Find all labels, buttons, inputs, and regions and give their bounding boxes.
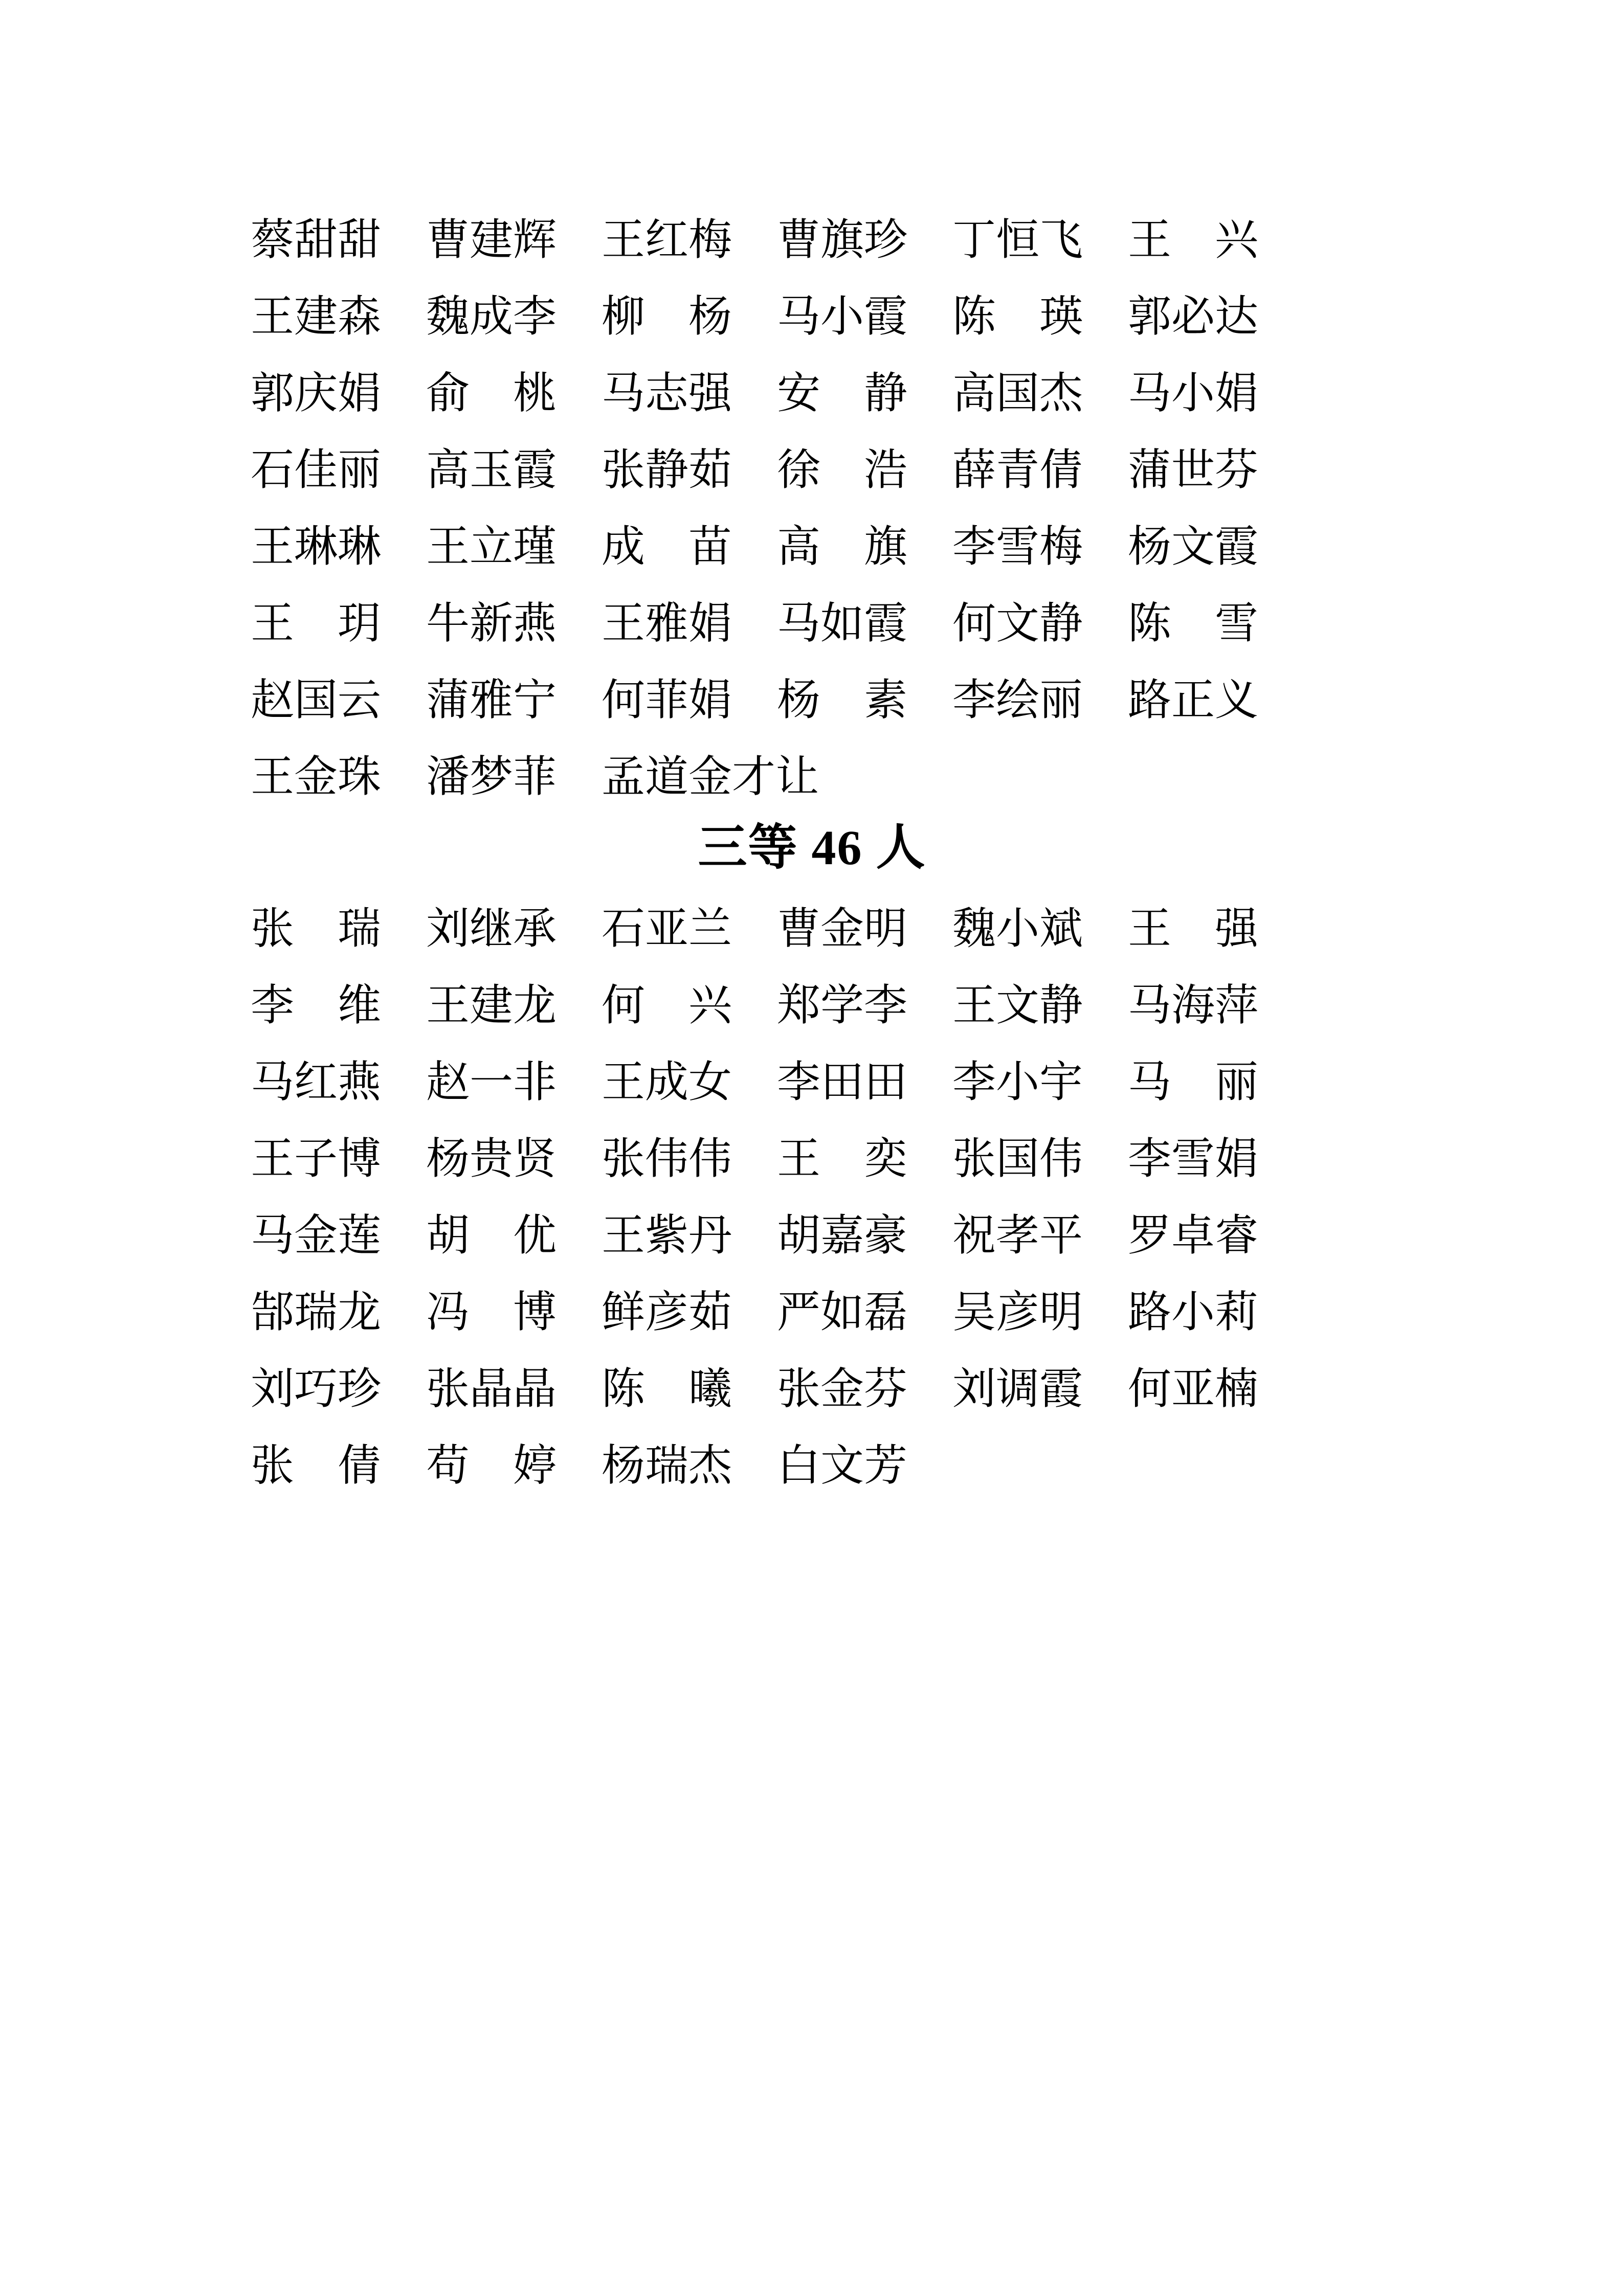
person-name: 马 红 燕 xyxy=(251,1059,382,1107)
person-name: 陈 曦 xyxy=(602,1365,732,1413)
person-name: 何 文 静 xyxy=(952,600,1083,648)
person-name: 高 国 杰 xyxy=(952,370,1083,418)
person-name: 李 田 田 xyxy=(777,1059,908,1107)
person-name: 白 文 芳 xyxy=(777,1442,908,1490)
name-row xyxy=(251,355,1407,432)
person-name: 马 志 强 xyxy=(602,370,732,418)
person-name: 何 菲 娟 xyxy=(602,677,732,725)
person-name: 曹 旗 珍 xyxy=(777,216,908,264)
person-name: 杨 文 霞 xyxy=(1128,523,1259,571)
person-name: 张 伟 伟 xyxy=(602,1135,732,1183)
person-name: 路 小 莉 xyxy=(1128,1289,1259,1337)
person-name: 高 旗 xyxy=(777,523,907,571)
person-name: 郑 学 李 xyxy=(777,982,908,1030)
person-name: 张 静 茹 xyxy=(602,446,732,494)
person-name: 蒲 雅 宁 xyxy=(426,677,557,725)
person-name: 马 小 娟 xyxy=(1128,370,1259,418)
person-name: 孟 道 金 才 让 xyxy=(602,753,819,801)
person-name: 王 子 博 xyxy=(251,1135,382,1183)
name-row xyxy=(251,1121,1407,1198)
person-name: 魏 成 李 xyxy=(426,293,557,341)
person-name: 杨 瑞 杰 xyxy=(602,1442,732,1490)
person-name: 安 静 xyxy=(777,370,907,418)
person-name: 张 晶 晶 xyxy=(426,1365,557,1413)
person-name: 石 亚 兰 xyxy=(602,905,732,953)
person-name: 刘 巧 珍 xyxy=(251,1365,382,1413)
person-name: 陈 雪 xyxy=(1128,600,1258,648)
person-name: 王 红 梅 xyxy=(602,216,732,264)
name-row xyxy=(251,967,1407,1044)
person-name: 王 琳 琳 xyxy=(251,523,382,571)
person-name: 李 小 宇 xyxy=(952,1059,1083,1107)
person-name: 马 金 莲 xyxy=(251,1212,382,1260)
person-name: 柳 杨 xyxy=(602,293,732,341)
name-row xyxy=(251,1198,1407,1274)
person-name: 王 奕 xyxy=(777,1135,907,1183)
name-row xyxy=(251,662,1407,739)
person-name: 王 金 珠 xyxy=(251,753,382,801)
person-name: 胡 优 xyxy=(426,1212,557,1260)
person-name: 马 小 霞 xyxy=(777,293,908,341)
person-name: 魏 小 斌 xyxy=(952,905,1083,953)
person-name: 郭 必 达 xyxy=(1128,293,1259,341)
name-row xyxy=(251,1351,1407,1428)
person-name: 张 瑞 xyxy=(251,905,381,953)
person-name: 徐 浩 xyxy=(777,446,907,494)
person-name: 王 紫 丹 xyxy=(602,1212,732,1260)
section-heading-third-class: 三等 46 人 xyxy=(698,820,926,875)
name-row xyxy=(251,586,1407,662)
person-name: 王 文 静 xyxy=(952,982,1083,1030)
person-name: 祝 孝 平 xyxy=(952,1212,1083,1260)
person-name: 蔡 甜 甜 xyxy=(251,216,382,264)
person-name: 王 玥 xyxy=(251,600,381,648)
person-name: 曹 金 明 xyxy=(777,905,908,953)
person-name: 李 维 xyxy=(251,982,381,1030)
name-row xyxy=(251,1274,1407,1351)
person-name: 路 正 义 xyxy=(1128,677,1259,725)
name-row xyxy=(251,202,1407,279)
person-name: 王 建 龙 xyxy=(426,982,557,1030)
person-name: 曹 建 辉 xyxy=(426,216,557,264)
person-name: 王 成 女 xyxy=(602,1059,732,1107)
person-name: 何 兴 xyxy=(602,982,732,1030)
person-name: 马 如 霞 xyxy=(777,600,908,648)
name-row xyxy=(251,891,1407,967)
name-row xyxy=(251,509,1407,586)
person-name: 薛 青 倩 xyxy=(952,446,1083,494)
name-row xyxy=(251,1428,1407,1504)
person-name: 杨 贵 贤 xyxy=(426,1135,557,1183)
person-name: 成 苗 xyxy=(602,523,732,571)
person-name: 潘 梦 菲 xyxy=(426,753,557,801)
person-name: 吴 彦 明 xyxy=(952,1289,1083,1337)
person-name: 李 雪 娟 xyxy=(1128,1135,1259,1183)
person-name: 刘 调 霞 xyxy=(952,1365,1083,1413)
person-name: 胡 嘉 豪 xyxy=(777,1212,908,1260)
person-name: 苟 婷 xyxy=(426,1442,557,1490)
person-name: 陈 瑛 xyxy=(952,293,1083,341)
person-name: 丁 恒 飞 xyxy=(952,216,1083,264)
person-name: 王 兴 xyxy=(1128,216,1258,264)
person-name: 张 倩 xyxy=(251,1442,381,1490)
person-name: 鲜 彦 茹 xyxy=(602,1289,732,1337)
person-name: 俞 桃 xyxy=(426,370,557,418)
person-name: 蒲 世 芬 xyxy=(1128,446,1259,494)
name-row xyxy=(251,739,1407,816)
person-name: 李 雪 梅 xyxy=(952,523,1083,571)
person-name: 赵 国 云 xyxy=(251,677,382,725)
person-name: 张 金 芬 xyxy=(777,1365,908,1413)
name-row xyxy=(251,1044,1407,1121)
person-name: 杨 素 xyxy=(777,677,907,725)
person-name: 郜 瑞 龙 xyxy=(251,1289,382,1337)
person-name: 赵 一 非 xyxy=(426,1059,557,1107)
person-name: 李 绘 丽 xyxy=(952,677,1083,725)
person-name: 郭 庆 娟 xyxy=(251,370,382,418)
person-name: 高 玉 霞 xyxy=(426,446,557,494)
person-name: 刘 继 承 xyxy=(426,905,557,953)
person-name: 严 如 磊 xyxy=(777,1289,908,1337)
person-name: 牛 新 燕 xyxy=(426,600,557,648)
person-name: 王 立 瑾 xyxy=(426,523,557,571)
person-name: 石 佳 丽 xyxy=(251,446,382,494)
name-grid-below xyxy=(251,891,1407,1504)
person-name: 冯 博 xyxy=(426,1289,557,1337)
person-name: 马 丽 xyxy=(1128,1059,1258,1107)
person-name: 王 强 xyxy=(1128,905,1258,953)
person-name: 马 海 萍 xyxy=(1128,982,1259,1030)
person-name: 王 建 森 xyxy=(251,293,382,341)
name-grid-above xyxy=(251,202,1407,816)
person-name: 何 亚 楠 xyxy=(1128,1365,1259,1413)
name-row xyxy=(251,279,1407,355)
person-name: 罗 卓 睿 xyxy=(1128,1212,1259,1260)
person-name: 王 雅 娟 xyxy=(602,600,732,648)
name-row xyxy=(251,432,1407,509)
person-name: 张 国 伟 xyxy=(952,1135,1083,1183)
